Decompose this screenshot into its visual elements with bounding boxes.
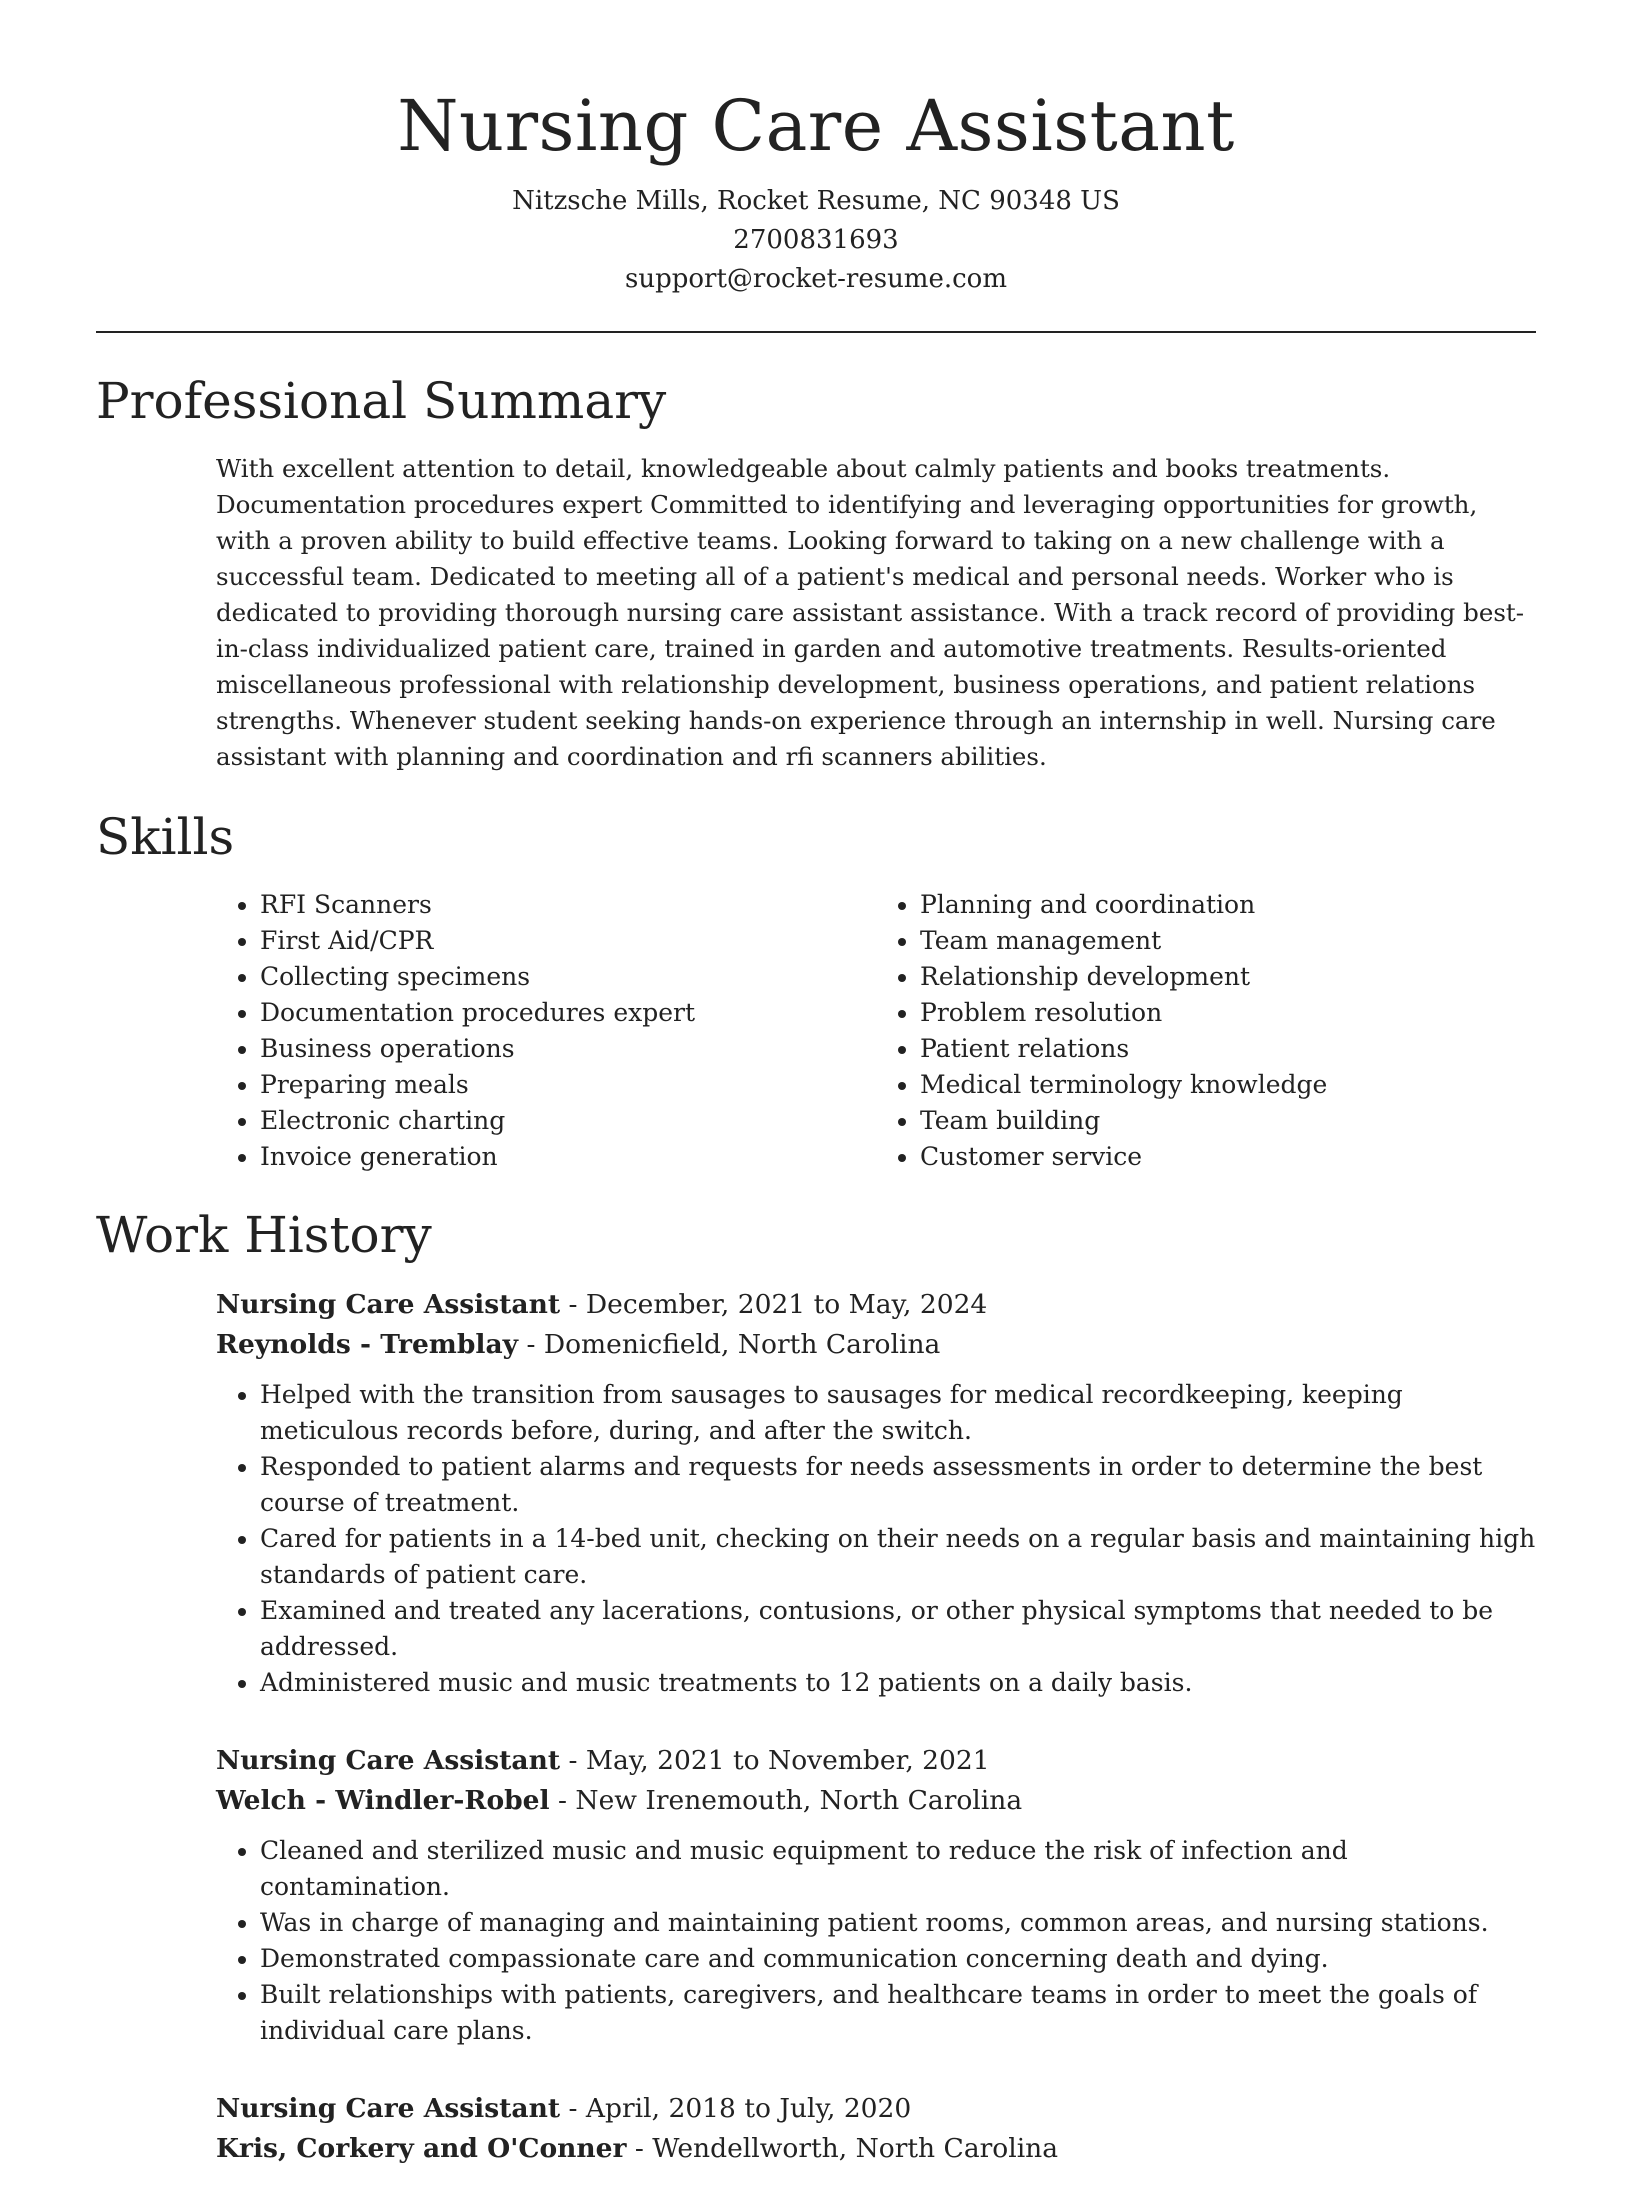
job-location: New Irenemouth, North Carolina <box>575 1785 1023 1816</box>
skill-item: • Problem resolution <box>920 995 1536 1031</box>
skill-item: • Collecting specimens <box>260 959 876 995</box>
skill-item: • Invoice generation <box>260 1139 876 1175</box>
job-company-line <box>216 1781 1536 1821</box>
work-history-heading: Work History <box>96 1206 432 1264</box>
skill-item: • Patient relations <box>920 1031 1536 1067</box>
work-history-section <box>96 1203 1536 2169</box>
skill-item: • Planning and coordination <box>920 887 1536 923</box>
summary-section <box>96 369 1536 775</box>
job-bullet: • Responded to patient alarms and requests for needs assessments in order to determine the best course of treatment. <box>260 1449 1536 1521</box>
job-role: Nursing Care Assistant <box>216 2093 561 2124</box>
skills-section <box>96 805 1536 1175</box>
contact-block <box>96 182 1536 299</box>
job-company: Reynolds - Tremblay <box>216 1329 519 1360</box>
job-entry <box>216 1285 1536 1701</box>
job-bullet: • Cleaned and sterilized music and music equipment to reduce the risk of infection and contamination. <box>260 1833 1536 1905</box>
skill-item: • Electronic charting <box>260 1103 876 1139</box>
job-company: Kris, Corkery and O'Conner <box>216 2133 627 2164</box>
separator: - <box>560 1289 586 1320</box>
job-bullets <box>216 1377 1536 1701</box>
job-bullet: • Was in charge of managing and maintaining patient rooms, common areas, and nursing stations. <box>260 1905 1536 1941</box>
separator: - <box>626 2133 653 2164</box>
job-dates: December, 2021 to May, 2024 <box>585 1289 988 1320</box>
skills-list-right <box>876 887 1536 1175</box>
skill-item: • Relationship development <box>920 959 1536 995</box>
job-company-line <box>216 2129 1536 2169</box>
job-bullet: • Examined and treated any lacerations, contusions, or other physical symptoms that needed to be addressed. <box>260 1593 1536 1665</box>
job-bullet: • Cared for patients in a 14-bed unit, checking on their needs on a regular basis and maintaining high standards of patient care. <box>260 1521 1536 1593</box>
job-bullet: • Built relationships with patients, caregivers, and healthcare teams in order to meet the goals of individual care plans. <box>260 1977 1536 2049</box>
contact-phone: 2700831693 <box>733 225 899 255</box>
job-bullet: • Helped with the transition from sausages to sausages for medical recordkeeping, keeping meticulous records before, during, and after the switch. <box>260 1377 1536 1449</box>
skill-item: • Team management <box>920 923 1536 959</box>
job-title-line <box>216 2089 1536 2129</box>
skills-list-left <box>216 887 876 1175</box>
job-bullet: • Demonstrated compassionate care and communication concerning death and dying. <box>260 1941 1536 1977</box>
job-dates: April, 2018 to July, 2020 <box>585 2093 912 2124</box>
skill-item: • Customer service <box>920 1139 1536 1175</box>
job-bullets <box>216 1833 1536 2049</box>
job-role: Nursing Care Assistant <box>216 1745 561 1776</box>
separator: - <box>518 1329 544 1360</box>
skill-item: • RFI Scanners <box>260 887 876 923</box>
separator: - <box>560 2093 586 2124</box>
skills-heading: Skills <box>96 808 235 866</box>
job-bullet: • Administered music and music treatments to 12 patients on a daily basis. <box>260 1665 1536 1701</box>
job-dates: May, 2021 to November, 2021 <box>585 1745 990 1776</box>
contact-address: Nitzsche Mills, Rocket Resume, NC 90348 US <box>512 186 1120 216</box>
skill-item: • Team building <box>920 1103 1536 1139</box>
skill-item: • Preparing meals <box>260 1067 876 1103</box>
skills-columns <box>216 887 1536 1175</box>
job-company-line <box>216 1325 1536 1365</box>
candidate-title: Nursing Care Assistant <box>397 85 1235 167</box>
resume-page <box>96 80 1536 2209</box>
skill-item: • First Aid/CPR <box>260 923 876 959</box>
header-divider <box>96 331 1536 333</box>
job-location: Wendellworth, North Carolina <box>652 2133 1059 2164</box>
job-company: Welch - Windler-Robel <box>216 1785 550 1816</box>
job-role: Nursing Care Assistant <box>216 1289 561 1320</box>
job-location: Domenicfield, North Carolina <box>543 1329 941 1360</box>
separator: - <box>560 1745 586 1776</box>
summary-text: With excellent attention to detail, knowledgeable about calmly patients and books treatments. Documentation procedures expert Committed to identifying and leveraging opportunities for growth, with a proven ability to build effective teams. Looking forward to taking on a new challenge with a successful team. Dedicated to meeting all of a patient's medical and personal needs. Worker who is dedicated to providing thorough nursing care assistant assistance. With a track record of providing best-in-class individualized patient care, trained in garden and automotive treatments. Results-oriented miscellaneous professional with relationship development, business operations, and patient relations strengths. Whenever student seeking hands-on experience through an internship in well. Nursing care assistant with planning and coordination and rfi scanners abilities. <box>216 454 1525 771</box>
contact-email: support@rocket-resume.com <box>624 264 1007 294</box>
skill-item: • Business operations <box>260 1031 876 1067</box>
job-title-line <box>216 1285 1536 1325</box>
skill-item: • Documentation procedures expert <box>260 995 876 1031</box>
job-title-line <box>216 1741 1536 1781</box>
skill-item: • Medical terminology knowledge <box>920 1067 1536 1103</box>
summary-heading: Professional Summary <box>96 372 667 430</box>
job-entry <box>216 1741 1536 2049</box>
resume-header <box>96 80 1536 299</box>
separator: - <box>549 1785 576 1816</box>
job-entry <box>216 2089 1536 2169</box>
